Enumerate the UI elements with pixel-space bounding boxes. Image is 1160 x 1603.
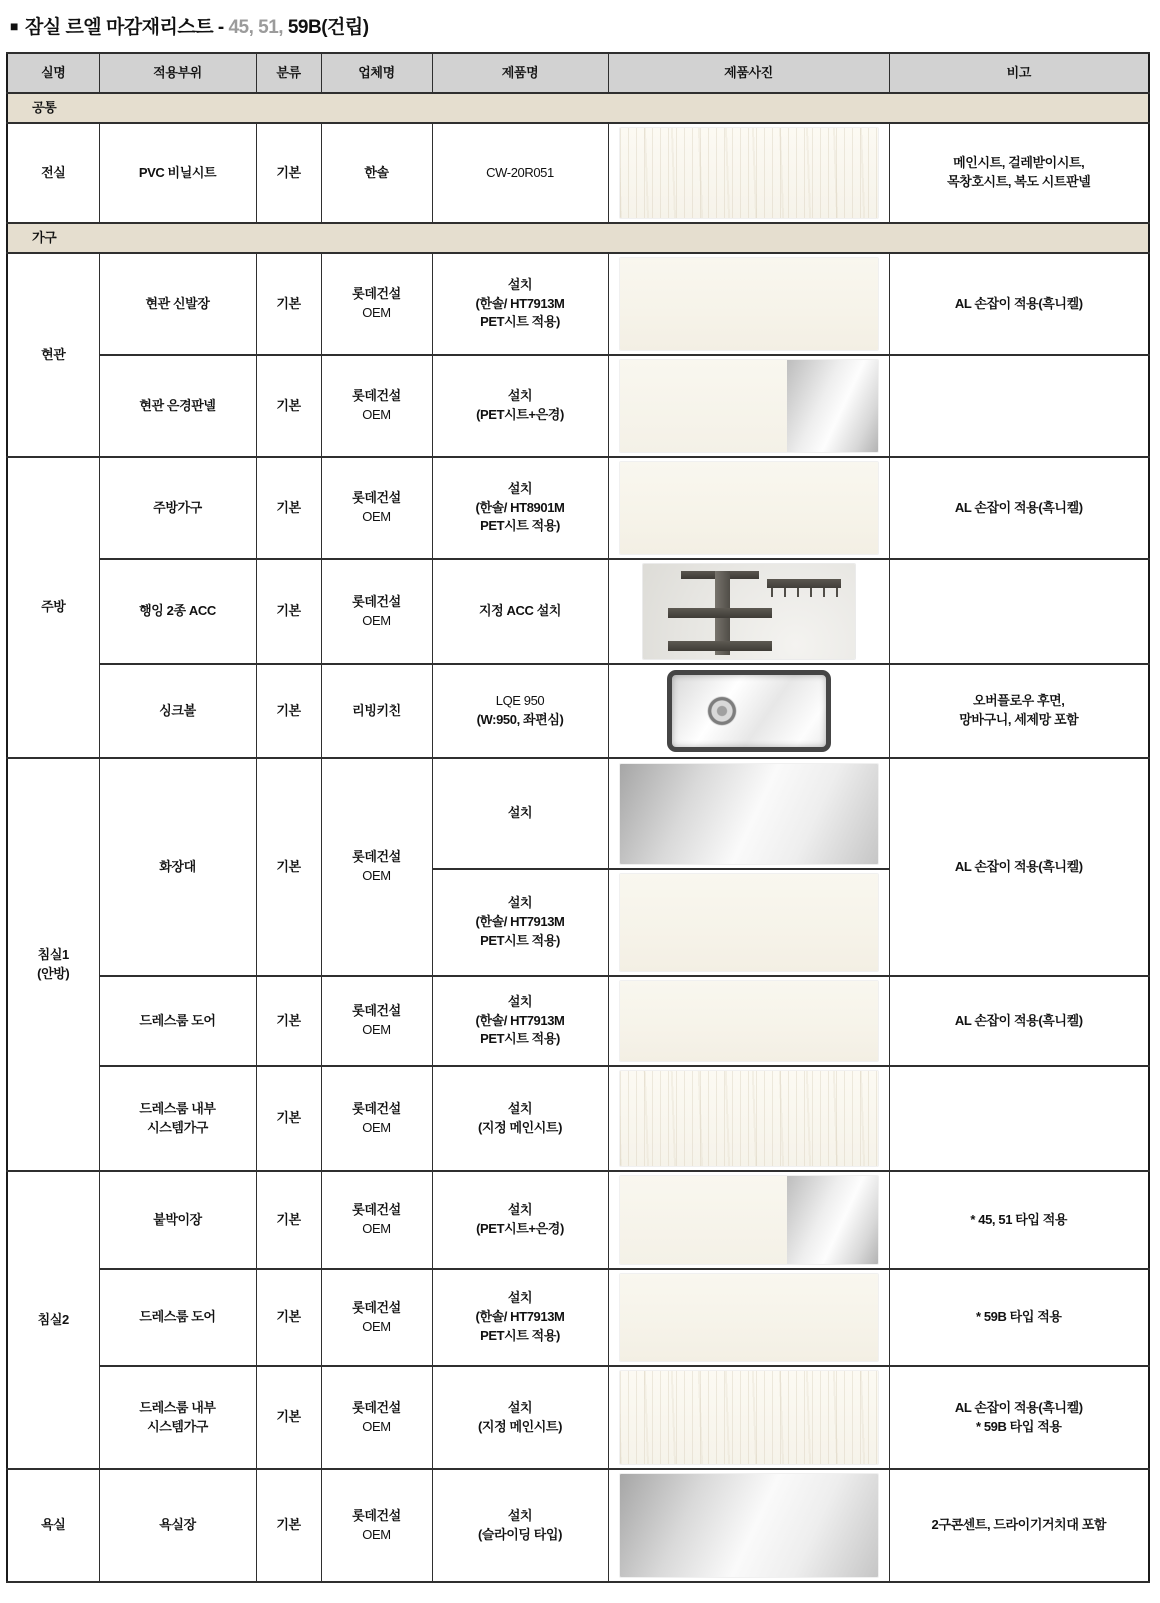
col-header-part: 적용부위 <box>99 53 256 93</box>
product-photo-cream-panel-with-mirror <box>620 360 878 452</box>
product-photo-cream-panel <box>620 462 878 554</box>
remark-cell <box>889 355 1149 457</box>
room-cell: 주방 <box>7 457 99 758</box>
part-cell: 싱크볼 <box>99 664 256 758</box>
photo-cell <box>608 758 889 869</box>
table-row <box>7 1269 1149 1366</box>
section-row-furniture <box>7 223 1149 253</box>
title-strong-type: 59B(건립) <box>287 17 369 38</box>
table-row <box>7 559 1149 664</box>
photo-cell <box>608 1066 889 1171</box>
col-header-photo: 제품사진 <box>608 53 889 93</box>
product-photo-mirror <box>620 764 878 864</box>
remark-cell: AL 손잡이 적용(흑니켈) <box>889 976 1149 1066</box>
product-cell: 설치 (PET시트+은경) <box>432 1171 608 1269</box>
title-muted-types: 45, 51, <box>228 17 288 38</box>
part-cell: 화장대 <box>99 758 256 976</box>
product-photo-cream-panel <box>620 258 878 350</box>
product-photo-cream-panel <box>620 1274 878 1361</box>
table-row <box>7 1469 1149 1582</box>
col-header-room: 실명 <box>7 53 99 93</box>
remark-cell: AL 손잡이 적용(흑니켈) <box>889 758 1149 976</box>
photo-cell <box>608 1366 889 1469</box>
photo-cell <box>608 664 889 758</box>
company-cell: 롯데건설 OEM <box>321 1171 432 1269</box>
hook-rail <box>767 579 841 588</box>
part-cell: 현관 은경판넬 <box>99 355 256 457</box>
company-cell: 리빙키친 <box>321 664 432 758</box>
product-cell: 설치 (한솔/ HT8901M PET시트 적용) <box>432 457 608 559</box>
category-cell: 기본 <box>256 457 321 559</box>
product-cell: 설치 (한솔/ HT7913M PET시트 적용) <box>432 1269 608 1366</box>
room-cell: 침실2 <box>7 1171 99 1469</box>
table-row <box>7 758 1149 869</box>
square-bullet-icon: ■ <box>10 18 18 34</box>
product-photo-cream-panel <box>620 874 878 971</box>
photo-cell <box>608 253 889 355</box>
room-cell: 현관 <box>7 253 99 457</box>
category-cell: 기본 <box>256 1269 321 1366</box>
part-cell: 욕실장 <box>99 1469 256 1582</box>
category-cell: 기본 <box>256 1366 321 1469</box>
photo-cell <box>608 457 889 559</box>
remark-cell: 오버플로우 후면, 망바구니, 세제망 포함 <box>889 664 1149 758</box>
product-cell: 설치 (한솔/ HT7913M PET시트 적용) <box>432 869 608 976</box>
remark-cell <box>889 559 1149 664</box>
product-photo-woodgrain <box>620 1071 878 1166</box>
category-cell: 기본 <box>256 1469 321 1582</box>
company-cell: 롯데건설 OEM <box>321 758 432 976</box>
photo-cell <box>608 123 889 223</box>
product-photo-stainless-sink <box>664 669 834 753</box>
remark-cell: 2구콘센트, 드라이기거치대 포함 <box>889 1469 1149 1582</box>
table-row <box>7 976 1149 1066</box>
product-cell: 설치 <box>432 758 608 869</box>
company-cell: 롯데건설 OEM <box>321 253 432 355</box>
page-title <box>10 12 1152 39</box>
photo-cell <box>608 355 889 457</box>
product-cell: CW-20R051 <box>432 123 608 223</box>
part-cell: 행잉 2종 ACC <box>99 559 256 664</box>
photo-cell <box>608 1269 889 1366</box>
table-row <box>7 123 1149 223</box>
product-cell: LQE 950 (W:950, 좌편심) <box>432 664 608 758</box>
header-row <box>7 53 1149 93</box>
sink-drain <box>707 696 737 726</box>
company-cell: 롯데건설 OEM <box>321 457 432 559</box>
col-header-product: 제품명 <box>432 53 608 93</box>
category-cell: 기본 <box>256 1066 321 1171</box>
product-photo-woodgrain <box>620 128 878 218</box>
section-row-common <box>7 93 1149 123</box>
category-cell: 기본 <box>256 1171 321 1269</box>
category-cell: 기본 <box>256 664 321 758</box>
remark-cell: * 59B 타입 적용 <box>889 1269 1149 1366</box>
part-cell: 드레스룸 도어 <box>99 976 256 1066</box>
remark-cell: AL 손잡이 적용(흑니켈) <box>889 253 1149 355</box>
section-label: 가구 <box>7 223 1149 253</box>
product-cell: 설치 (한솔/ HT7913M PET시트 적용) <box>432 976 608 1066</box>
product-cell: 설치 (지정 메인시트) <box>432 1066 608 1171</box>
section-label: 공통 <box>7 93 1149 123</box>
col-header-category: 분류 <box>256 53 321 93</box>
shelf-bottom <box>668 641 772 651</box>
product-photo-cream-panel-with-mirror <box>620 1176 878 1264</box>
remark-cell: AL 손잡이 적용(흑니켈) * 59B 타입 적용 <box>889 1366 1149 1469</box>
room-cell: 전실 <box>7 123 99 223</box>
category-cell: 기본 <box>256 976 321 1066</box>
table-row <box>7 664 1149 758</box>
shelf-middle <box>668 608 772 618</box>
part-cell: 현관 신발장 <box>99 253 256 355</box>
product-cell: 설치 (한솔/ HT7913M PET시트 적용) <box>432 253 608 355</box>
part-cell: 붙박이장 <box>99 1171 256 1269</box>
col-header-remark: 비고 <box>889 53 1149 93</box>
company-cell: 롯데건설 OEM <box>321 976 432 1066</box>
product-photo-hanging-shelves <box>643 564 855 659</box>
table-row <box>7 355 1149 457</box>
photo-cell <box>608 869 889 976</box>
product-cell: 지정 ACC 설치 <box>432 559 608 664</box>
part-cell: 드레스룸 도어 <box>99 1269 256 1366</box>
product-cell: 설치 (슬라이딩 타입) <box>432 1469 608 1582</box>
remark-cell: 메인시트, 걸레받이시트, 목창호시트, 복도 시트판넬 <box>889 123 1149 223</box>
part-cell: PVC 비닐시트 <box>99 123 256 223</box>
company-cell: 롯데건설 OEM <box>321 1366 432 1469</box>
table-row <box>7 1171 1149 1269</box>
room-cell: 욕실 <box>7 1469 99 1582</box>
part-cell: 주방가구 <box>99 457 256 559</box>
product-cell: 설치 (지정 메인시트) <box>432 1366 608 1469</box>
table-row <box>7 1366 1149 1469</box>
category-cell: 기본 <box>256 123 321 223</box>
product-photo-cream-panel <box>620 981 878 1061</box>
room-cell: 침실1 (안방) <box>7 758 99 1171</box>
company-cell: 롯데건설 OEM <box>321 1269 432 1366</box>
category-cell: 기본 <box>256 559 321 664</box>
title-main: 잠실 르엘 마감재리스트 - <box>24 17 229 38</box>
category-cell: 기본 <box>256 355 321 457</box>
part-cell: 드레스룸 내부 시스템가구 <box>99 1066 256 1171</box>
remark-cell: AL 손잡이 적용(흑니켈) <box>889 457 1149 559</box>
photo-cell <box>608 559 889 664</box>
table-row <box>7 253 1149 355</box>
product-photo-mirror <box>620 1474 878 1577</box>
company-cell: 롯데건설 OEM <box>321 1469 432 1582</box>
hooks <box>771 588 839 597</box>
table-row <box>7 1066 1149 1171</box>
sink-basin <box>667 670 831 752</box>
company-cell: 롯데건설 OEM <box>321 1066 432 1171</box>
table-row <box>7 457 1149 559</box>
part-cell: 드레스룸 내부 시스템가구 <box>99 1366 256 1469</box>
product-photo-woodgrain <box>620 1371 878 1464</box>
photo-cell <box>608 1171 889 1269</box>
finish-material-table <box>6 52 1150 1583</box>
product-cell: 설치 (PET시트+은경) <box>432 355 608 457</box>
category-cell: 기본 <box>256 758 321 976</box>
remark-cell: * 45, 51 타입 적용 <box>889 1171 1149 1269</box>
photo-cell <box>608 976 889 1066</box>
remark-cell <box>889 1066 1149 1171</box>
company-cell: 롯데건설 OEM <box>321 559 432 664</box>
company-cell: 한솔 <box>321 123 432 223</box>
category-cell: 기본 <box>256 253 321 355</box>
photo-cell <box>608 1469 889 1582</box>
company-cell: 롯데건설 OEM <box>321 355 432 457</box>
col-header-company: 업체명 <box>321 53 432 93</box>
